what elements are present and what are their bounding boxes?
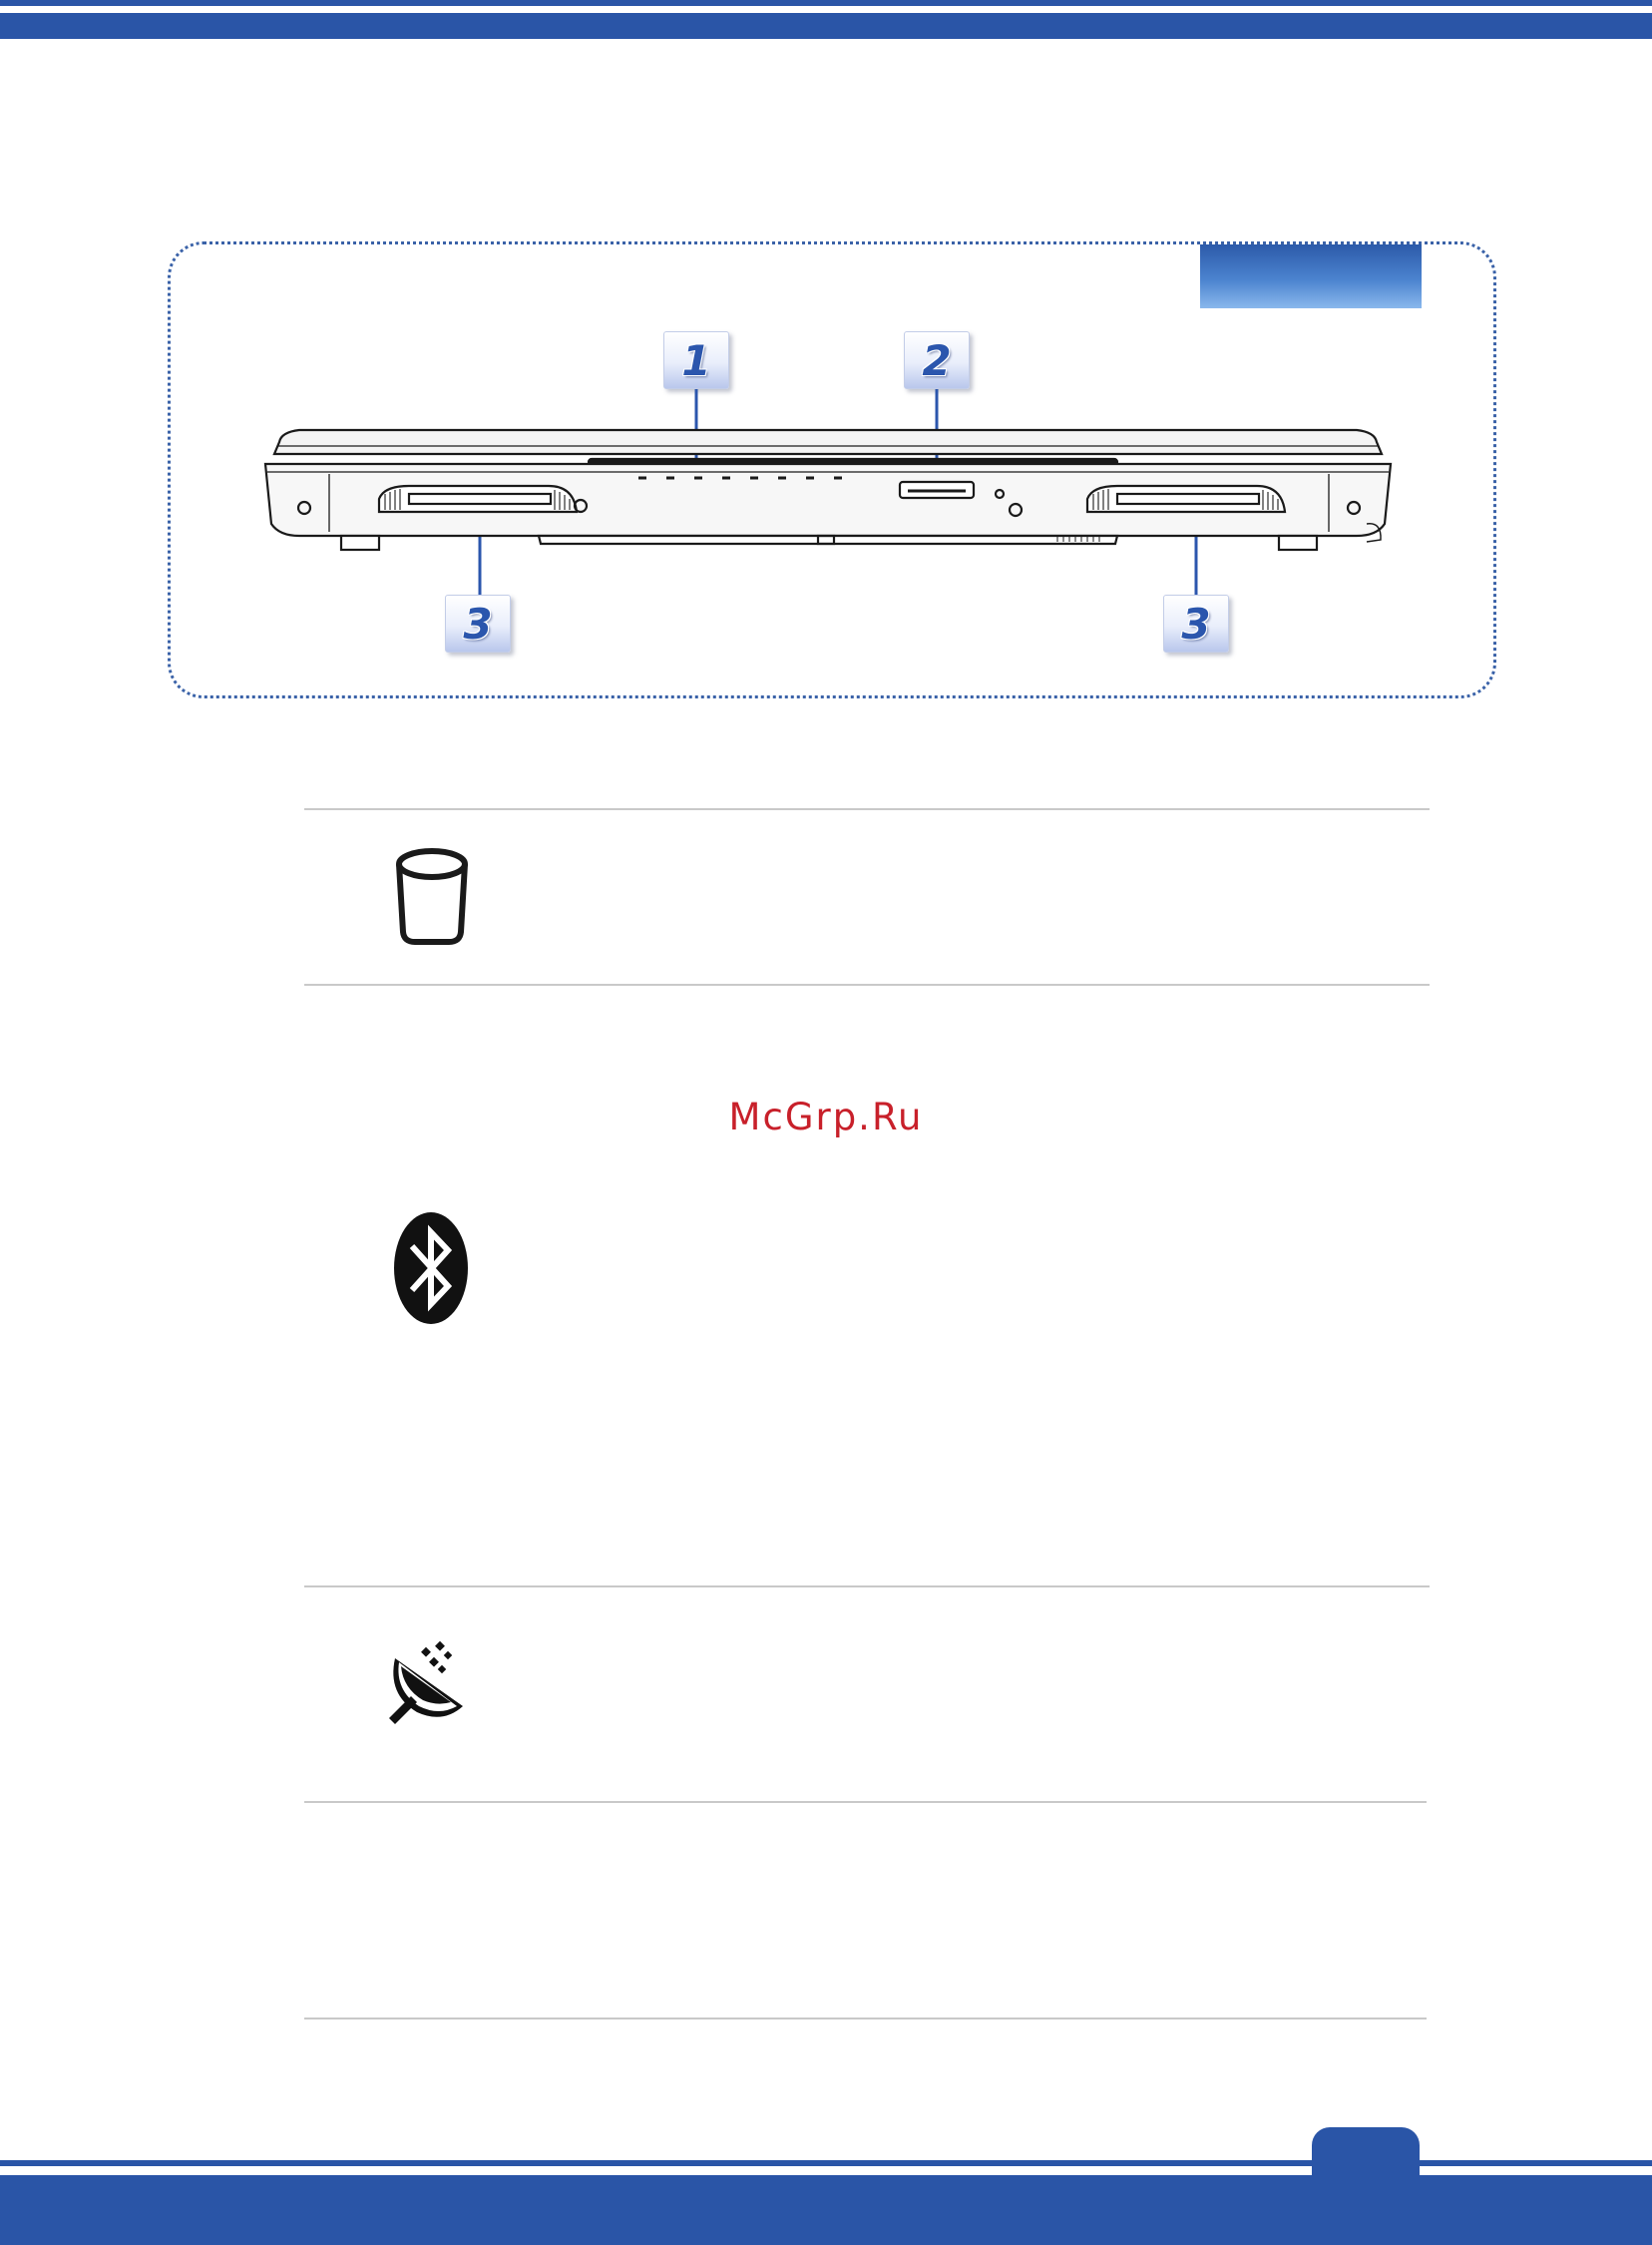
- footer-bar: [0, 2175, 1652, 2245]
- callout-3-left: 3: [445, 595, 511, 653]
- hard-disk-icon: [391, 846, 473, 948]
- satellite-dish-icon: [381, 1636, 481, 1726]
- table-rule: [304, 1585, 1430, 1587]
- callout-1: 1: [663, 331, 729, 389]
- bluetooth-icon: [392, 1210, 470, 1326]
- table-row: [381, 1636, 481, 1730]
- table-rule: [304, 808, 1430, 810]
- table-rule: [304, 1801, 1427, 1803]
- table-row: [391, 846, 473, 952]
- laptop-front-view: [259, 424, 1397, 554]
- callout-2: 2: [904, 331, 970, 389]
- watermark: McGrp.Ru: [728, 1096, 924, 1138]
- table-rule: [304, 984, 1430, 986]
- table-row: [392, 1210, 470, 1330]
- callout-leaders: [0, 0, 1652, 698]
- callout-3-right: 3: [1163, 595, 1229, 653]
- table-rule: [304, 2018, 1427, 2020]
